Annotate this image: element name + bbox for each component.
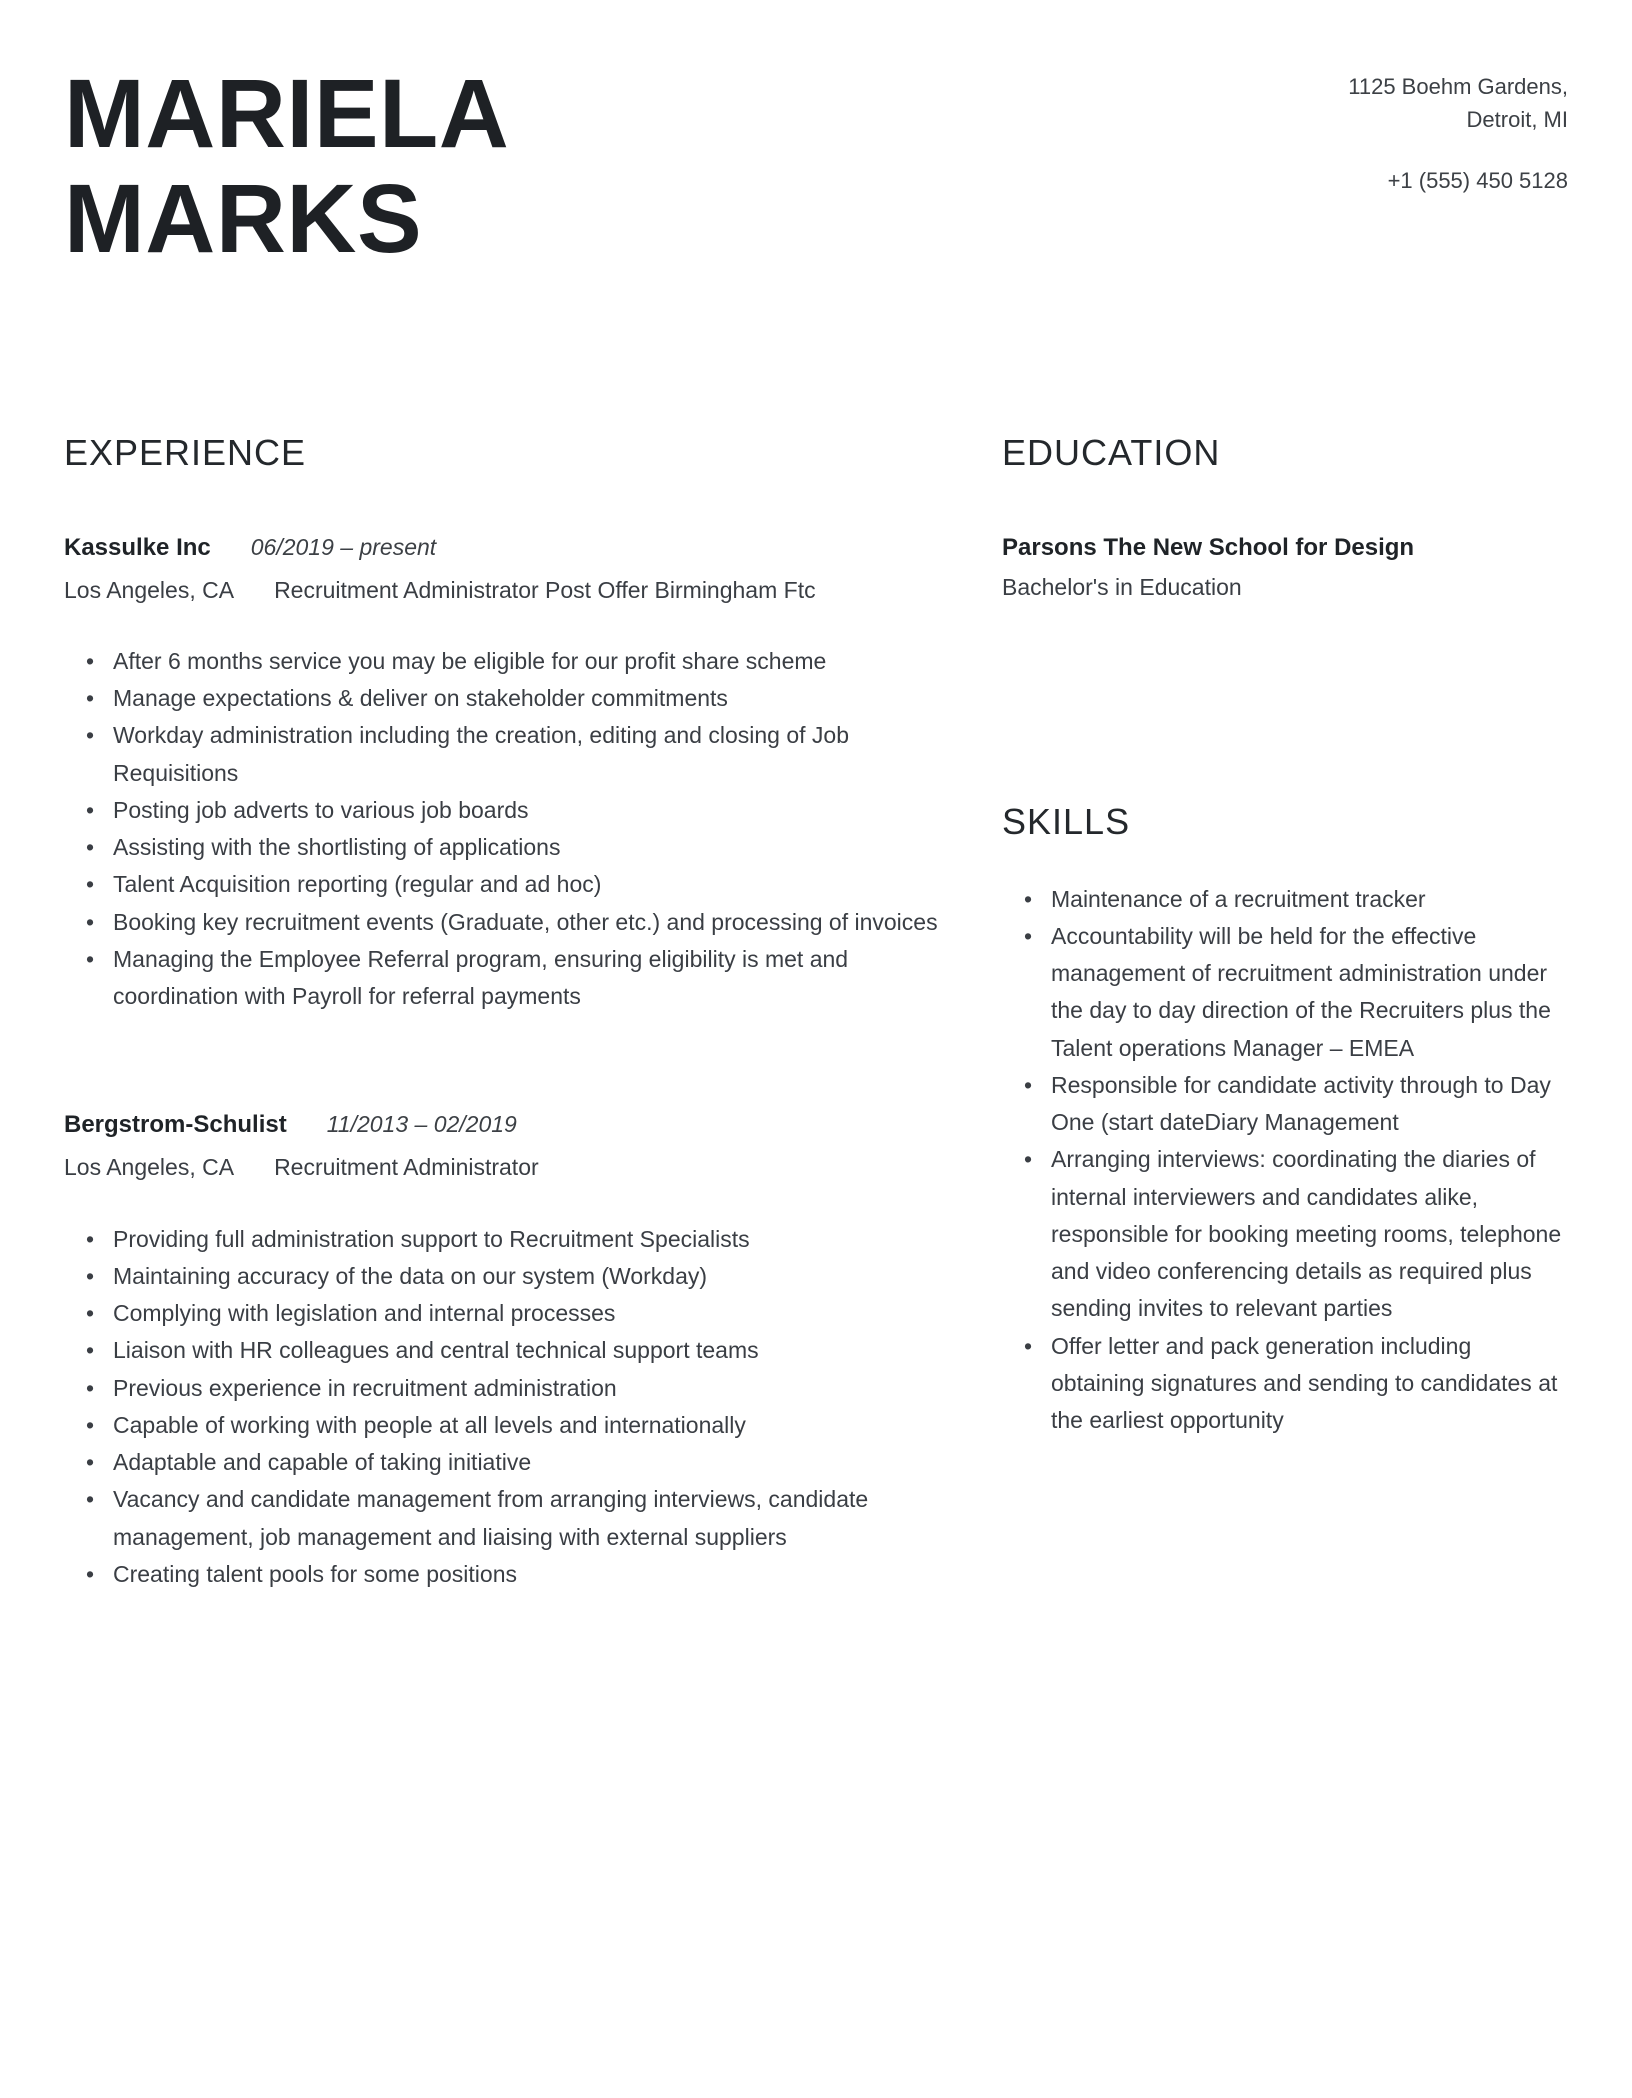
job-subline — [64, 574, 940, 607]
education-skills-column — [1002, 432, 1568, 1594]
job-location: Los Angeles, CA — [64, 1154, 235, 1181]
bullet-item: • Maintenance of a recruitment tracker — [1024, 881, 1568, 918]
skills-heading: SKILLS — [1002, 800, 1131, 842]
candidate-first-name: MARIELA — [64, 59, 510, 168]
job-bullet-list — [64, 643, 940, 1016]
phone-number: +1 (555) 450 5128 — [1387, 168, 1568, 193]
candidate-name — [64, 59, 510, 273]
bullet-item: • Adaptable and capable of taking initiative — [86, 1444, 940, 1481]
skills-bullet-list — [1002, 881, 1568, 1440]
job-title: Recruitment Administrator Post Offer Birmingham Ftc — [274, 576, 816, 603]
experience-column — [64, 432, 940, 1594]
resume-header — [64, 59, 1568, 273]
job-entry-bergstrom — [64, 1111, 940, 1593]
company-name: Kassulke Inc — [64, 533, 211, 561]
address-line1: 1125 Boehm Gardens, — [1348, 74, 1568, 99]
company-name: Bergstrom-Schulist — [64, 1111, 287, 1139]
job-header — [64, 1111, 940, 1139]
skills-section — [1002, 801, 1568, 1440]
experience-heading: EXPERIENCE — [64, 431, 307, 473]
education-heading: EDUCATION — [1002, 431, 1221, 473]
bullet-item: • Previous experience in recruitment administration — [86, 1370, 940, 1407]
bullet-item: • Accountability will be held for the effective management of recruitment administration under the day to day direction of the Recruiters plus the Talent operations Manager – EMEA — [1024, 918, 1568, 1067]
bullet-item: • Offer letter and pack generation including obtaining signatures and sending to candidates at the earliest opportunity — [1024, 1328, 1568, 1440]
job-location: Los Angeles, CA — [64, 576, 235, 603]
bullet-item: • Booking key recruitment events (Graduate, other etc.) and processing of invoices — [86, 904, 940, 941]
bullet-item: • Providing full administration support to Recruitment Specialists — [86, 1221, 940, 1258]
bullet-item: • Arranging interviews: coordinating the diaries of internal interviewers and candidates alike, responsible for booking meeting rooms, telephone and video conferencing details as required plus sending invites to relevant parties — [1024, 1141, 1568, 1327]
job-header — [64, 534, 940, 562]
bullet-item: • Creating talent pools for some positions — [86, 1556, 940, 1593]
job-subline — [64, 1151, 940, 1184]
bullet-item: • Responsible for candidate activity through to Day One (start dateDiary Management — [1024, 1067, 1568, 1142]
job-bullet-list — [64, 1221, 940, 1594]
bullet-item: • Vacancy and candidate management from arranging interviews, candidate management, job management and liaising with external suppliers — [86, 1481, 940, 1556]
resume-body — [64, 432, 1568, 1594]
contact-info — [1348, 62, 1568, 197]
bullet-item: • Manage expectations & deliver on stakeholder commitments — [86, 680, 940, 717]
candidate-last-name: MARKS — [64, 163, 423, 273]
job-dates: 11/2013 – 02/2019 — [326, 1111, 517, 1138]
job-dates: 06/2019 – present — [250, 533, 437, 560]
bullet-item: • Talent Acquisition reporting (regular and ad hoc) — [86, 866, 940, 903]
degree-name: Bachelor's in Education — [1002, 573, 1242, 600]
bullet-item: • Posting job adverts to various job boards — [86, 792, 940, 829]
bullet-item: • Workday administration including the creation, editing and closing of Job Requisitions — [86, 717, 940, 792]
bullet-item: • Maintaining accuracy of the data on our system (Workday) — [86, 1258, 940, 1295]
education-entry — [1002, 534, 1568, 601]
school-name: Parsons The New School for Design — [1002, 533, 1415, 561]
bullet-item: • Assisting with the shortlisting of applications — [86, 829, 940, 866]
bullet-item: • Managing the Employee Referral program, ensuring eligibility is met and coordination with Payroll for referral payments — [86, 941, 940, 1016]
bullet-item: • Liaison with HR colleagues and central technical support teams — [86, 1332, 940, 1369]
bullet-item: • Complying with legislation and internal processes — [86, 1295, 940, 1332]
bullet-item: • Capable of working with people at all levels and internationally — [86, 1407, 940, 1444]
address-line2: Detroit, MI — [1466, 107, 1568, 132]
bullet-item: • After 6 months service you may be eligible for our profit share scheme — [86, 643, 940, 680]
job-entry-kassulke — [64, 534, 940, 1016]
job-title: Recruitment Administrator — [274, 1154, 539, 1181]
